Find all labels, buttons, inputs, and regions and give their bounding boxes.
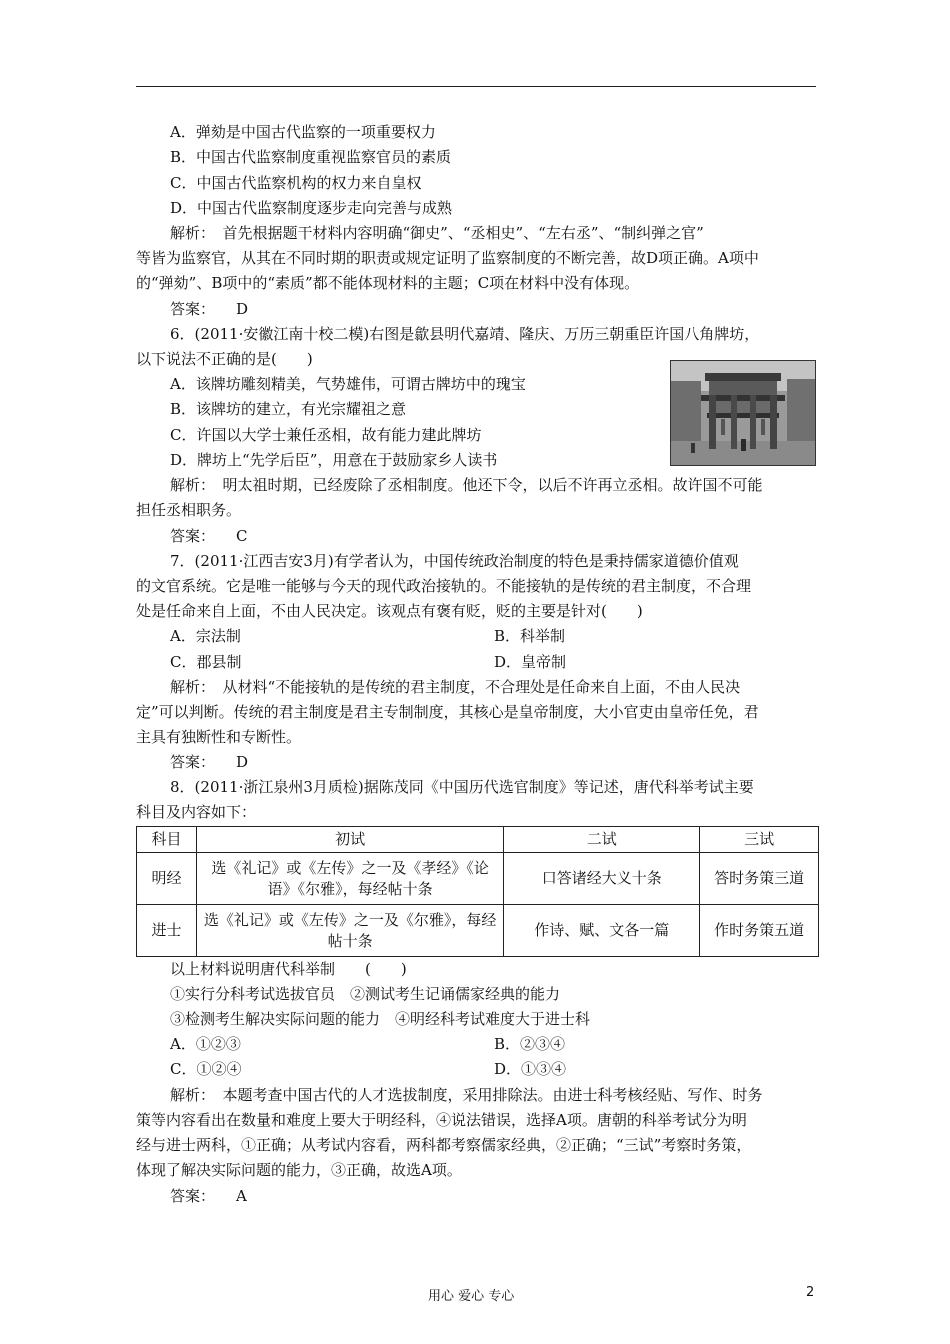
q8-statement-line: ③检测考生解决实际问题的能力 ④明经科考试难度大于进士科 (170, 1010, 591, 1028)
table-cell-second: 作诗、赋、文各一篇 (504, 905, 700, 957)
answer-value: D (236, 753, 249, 771)
cell-line: 选《礼记》或《左传》之一及《尔雅》，每经 (203, 910, 497, 929)
table-cell-first (196, 853, 504, 905)
q8-stem-line: 科目及内容如下： (136, 803, 257, 821)
answer-label: 答案： (170, 527, 216, 545)
cell-line: 选《礼记》或《左传》之一及《孝经》《论 (211, 858, 489, 877)
q8-answer (170, 1186, 247, 1206)
q8-statement-line: ①实行分科考试选拔官员 ②测试考生记诵儒家经典的能力 (170, 985, 561, 1003)
cell-line: 帖十条 (327, 931, 373, 950)
table-row (137, 905, 819, 957)
q6-option-c: C．许国以大学士兼任丞相，故有能力建此牌坊 (170, 426, 482, 444)
table-cell-first (196, 905, 504, 957)
q7-option-d: D．皇帝制 (494, 653, 567, 671)
answer-label: 答案： (170, 1187, 216, 1205)
header-rule (136, 86, 816, 87)
answer-value: C (236, 527, 248, 545)
q6-analysis-line: 解析： 明太祖时期，已经废除了丞相制度。他还下令，以后不许再立丞相。故许国不可能 (170, 476, 763, 494)
q7-analysis-line: 主具有独断性和专断性。 (136, 728, 302, 746)
q6-stem-line: 6．(2011·安徽江南十校二模)右图是歙县明代嘉靖、隆庆、万历三朝重臣许国八角牌坊， (170, 325, 760, 343)
table-cell-second: 口答诸经大义十条 (504, 853, 700, 905)
q7-analysis-line: 解析： 从材料“不能接轨的是传统的君主制度，不合理处是任命来自上面，不由人民决 (170, 678, 741, 696)
table-header-row (137, 827, 819, 853)
q6-answer (170, 526, 248, 546)
q5-option-a: A．弹劾是中国古代监察的一项重要权力 (170, 123, 436, 141)
q6-option-a: A．该牌坊雕刻精美，气势雄伟，可谓古牌坊中的瑰宝 (170, 375, 526, 393)
table-cell-third: 答时务策三道 (700, 853, 819, 905)
cell-line: 语》《尔雅》，每经帖十条 (267, 879, 433, 898)
memorial-archway-photo (670, 360, 816, 466)
q7-option-b: B．科举制 (494, 627, 566, 645)
answer-label: 答案： (170, 300, 216, 318)
q7-option-c: C．郡县制 (170, 653, 242, 671)
q8-analysis-line: 策等内容看出在数量和难度上要大于明经科，④说法错误，选择A项。唐朝的科举考试分为明 (136, 1111, 747, 1129)
footer-slogan: 用心 爱心 专心 (428, 1289, 515, 1304)
q7-stem-line: 7．(2011·江西吉安3月)有学者认为，中国传统政治制度的特色是秉持儒家道德价值观 (170, 552, 739, 570)
q5-answer (170, 299, 249, 319)
answer-value: A (236, 1187, 247, 1205)
q8-option-b: B．②③④ (494, 1035, 566, 1053)
table-cell-third: 作时务策五道 (700, 905, 819, 957)
q7-stem-line: 的文官系统。它是唯一能够与今天的现代政治接轨的。不能接轨的是传统的君主制度，不合理 (136, 577, 752, 595)
q7-option-a: A．宗法制 (170, 627, 241, 645)
q5-option-b: B．中国古代监察制度重视监察官员的素质 (170, 148, 452, 166)
table-row (137, 853, 819, 905)
q8-question-line: 以上材料说明唐代科举制 ( ) (170, 960, 407, 978)
q5-option-c: C．中国古代监察机构的权力来自皇权 (170, 174, 422, 192)
table-header-cell: 二试 (504, 827, 700, 853)
q5-analysis-line: 的“弹劾”、B项中的“素质”都不能体现材料的主题；C项在材料中没有体现。 (136, 274, 640, 292)
q6-stem-line: 以下说法不正确的是( ) (136, 350, 313, 368)
page-number: 2 (806, 1285, 815, 1300)
exam-subjects-table (136, 826, 819, 957)
q5-analysis-line: 等皆为监察官，从其在不同时期的职责或规定证明了监察制度的不断完善，故D项正确。A项中 (136, 249, 759, 267)
q7-analysis-line: 定”可以判断。传统的君主制度是君主专制制度，其核心是皇帝制度，大小官吏由皇帝任免，君 (136, 703, 759, 721)
table-cell-subject: 明经 (137, 853, 197, 905)
table-cell-subject: 进士 (137, 905, 197, 957)
q6-option-b: B．该牌坊的建立，有光宗耀祖之意 (170, 400, 407, 418)
q8-option-a: A．①②③ (170, 1035, 241, 1053)
q8-analysis-line: 解析： 本题考查中国古代的人才选拔制度，采用排除法。由进士科考核经贴、写作、时务 (170, 1086, 763, 1104)
answer-label: 答案： (170, 753, 216, 771)
q8-stem-line: 8．(2011·浙江泉州3月质检)据陈茂同《中国历代选官制度》等记述，唐代科举考试主要 (170, 778, 754, 796)
q5-analysis-line: 解析： 首先根据题干材料内容明确“御史”、“丞相史”、“左右丞”、“制纠弹之官” (170, 224, 704, 242)
q8-analysis-line: 体现了解决实际问题的能力，③正确，故选A项。 (136, 1161, 462, 1179)
q8-option-c: C．①②④ (170, 1060, 242, 1078)
table-header-cell: 三试 (700, 827, 819, 853)
q8-option-d: D．①③④ (494, 1060, 567, 1078)
q7-stem-line: 处是任命来自上面，不由人民决定。该观点有褒有贬，贬的主要是针对( ) (136, 602, 643, 620)
q7-answer (170, 752, 249, 772)
q6-option-d: D．牌坊上“先学后臣”，用意在于鼓励家乡人读书 (170, 451, 498, 469)
q5-option-d: D．中国古代监察制度逐步走向完善与成熟 (170, 199, 453, 217)
q6-analysis-line: 担任丞相职务。 (136, 501, 242, 519)
table-header-cell: 科目 (137, 827, 197, 853)
q8-analysis-line: 经与进士两科，①正确；从考试内容看，两科都考察儒家经典，②正确；“三试”考察时务策， (136, 1136, 752, 1154)
answer-value: D (236, 300, 249, 318)
table-header-cell: 初试 (196, 827, 504, 853)
